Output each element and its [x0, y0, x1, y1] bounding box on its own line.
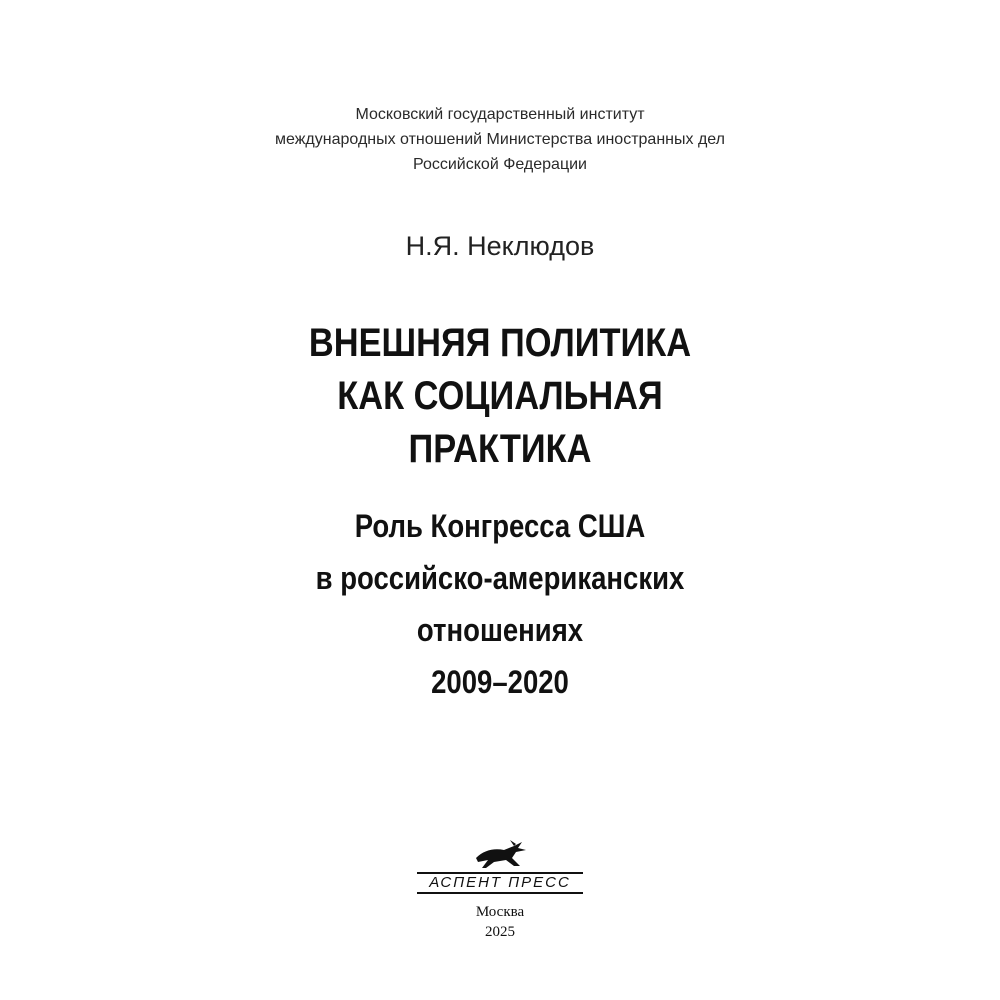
institution-line: Российской Федерации — [413, 156, 587, 173]
institution-line: международных отношений Министерства иностранных дел — [275, 131, 725, 148]
title-line: КАК СОЦИАЛЬНАЯ — [337, 374, 663, 418]
book-title — [0, 317, 1000, 476]
institution-name — [0, 102, 1000, 177]
title-line: ВНЕШНЯЯ ПОЛИТИКА — [308, 321, 692, 365]
book-subtitle — [0, 500, 1000, 708]
subtitle-line: отношениях — [416, 612, 584, 648]
subtitle-line: в российско-американских — [315, 560, 685, 596]
bull-logo-icon — [470, 838, 530, 872]
publisher-logo-text: АСПЕНТ ПРЕСС — [417, 872, 583, 894]
subtitle-line: Роль Конгресса США — [354, 508, 646, 544]
author-name: Н.Я. Неклюдов — [405, 231, 595, 261]
subtitle-line: 2009–2020 — [431, 664, 569, 700]
institution-line: Московский государственный институт — [355, 106, 645, 123]
title-line: ПРАКТИКА — [408, 427, 592, 471]
publication-year: 2025 — [485, 924, 515, 940]
publisher-city: Москва — [475, 904, 525, 920]
publisher-block — [400, 838, 600, 942]
